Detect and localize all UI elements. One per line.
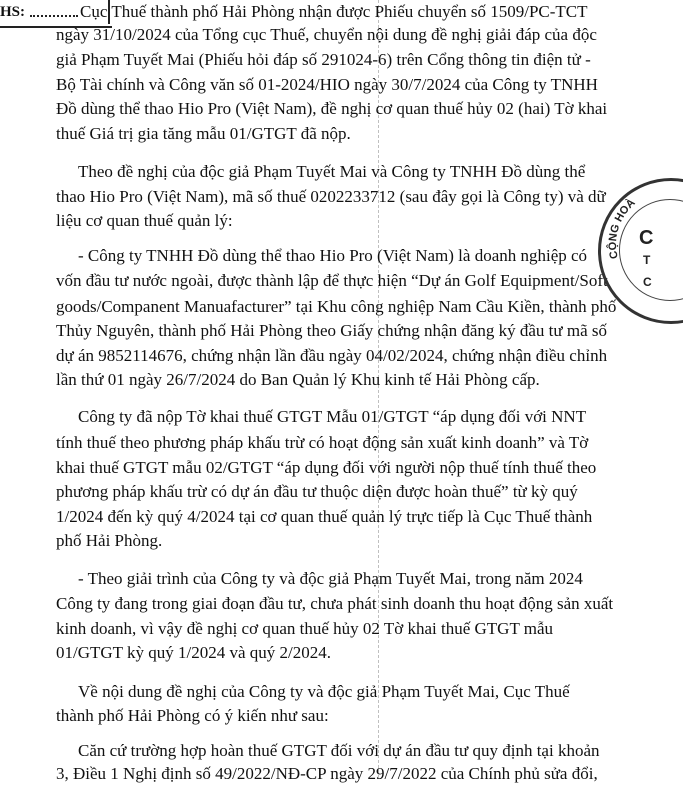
stamp-letter-2: T bbox=[643, 253, 651, 267]
document-page: HS: Cục Thuế thành phố Hải Phòng nhận được Phiếu chuyển số 1509/PC-TCT ngày 31/10/2024 của Tổng cục Thuế, chuyển nội dung đề nghị giải đáp của độc giả Phạm Tuyết Mai (Phiếu hỏi đáp số 291024-6) trên Cổng thông tin điện tử - Bộ Tài chính và Công văn số 01-2024/HIO ngày 30/7/2024 của Công ty TNHH Đồ dùng thể thao Hio Pro (Việt Nam), đề nghị cơ quan thuế hủy 02 (hai) Tờ khai thuế Giá trị gia tăng mẫu 01/GTGT đã nộp. Theo đề nghị của độc giả Phạm Tuyết Mai và Công ty TNHH Đồ dùng thể thao Hio Pro (Việt Nam), mã số thuế 0202233712 (sau đây gọi là Công ty) và dữ liệu cơ quan thuế quản lý: - Công ty TNHH Đồ dùng thể thao Hio Pro (Việt Nam) là doanh nghiệp có vốn đầu tư nước ngoài, được thành lập để thực hiện “Dự án Golf Equipment/Soft goods/Companent Manuafacturer” tại Khu công nghiệp Nam Cầu Kiền, thành phố Thủy Nguyên, thành phố Hải Phòng theo Giấy chứng nhận đăng ký đầu tư mã số dự án 9852114676, chứng nhận lần đầu ngày 04/02/2024, chứng nhận điều chỉnh lần thứ 01 ngày 26/7/2024 do Ban Quản lý Khu kinh tế Hải Phòng cấp. Công ty đã nộp Tờ khai thuế GTGT Mẫu 01/GTGT “áp dụng đối với NNT tính thuế theo phương pháp khấu trừ có hoạt động sản xuất kinh doanh” và Tờ khai thuế GTGT mẫu 02/GTGT “áp dụng đối với người nộp thuế tính thuế theo phương pháp khấu trừ có dự án đầu tư thuộc diện được hoàn thuế” từ kỳ quý 1/2024 đến kỳ quý 4/2024 tại cơ quan thuế quản lý trực tiếp là Cục Thuế thành phố Hải Phòng. - Theo giải trình của Công ty và độc giả Phạm Tuyết Mai, trong năm 2024 Công ty đang trong giai đoạn đầu tư, chưa phát sinh doanh thu hoạt động sản xuất kinh doanh, vì vậy đề nghị cơ quan thuế hủy 02 Tờ khai thuế GTGT mẫu 01/GTGT kỳ quý 1/2024 và quý 2/2024. Về nội dung đề nghị của Công ty và độc giả Phạm Tuyết Mai, Cục Thuế thành phố Hải Phòng có ý kiến như sau: Căn cứ trường hợp hoàn thuế GTGT đối với dự án đầu tư quy định tại khoản 3, Điều 1 Nghị định số 49/2022/NĐ-CP ngày 29/7/2022 của Chính phủ sửa đổi, CỘNG HOÀ C T C bbox=[0, 0, 683, 778]
svg-text:CỘNG HOÀ bbox=[606, 196, 638, 260]
stamp-letter-3: C bbox=[643, 275, 652, 289]
hs-label-text: HS: bbox=[0, 4, 26, 20]
stamp-letter-1: C bbox=[639, 227, 654, 249]
official-stamp bbox=[598, 178, 683, 324]
hs-dotted-line bbox=[30, 15, 78, 17]
stamp-arc-text: CỘNG HOÀ bbox=[606, 196, 638, 260]
